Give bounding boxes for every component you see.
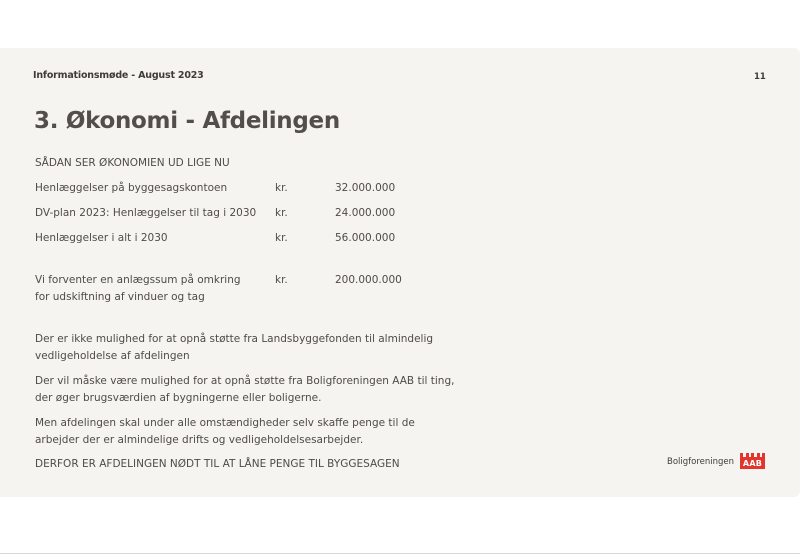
row-amount: 24.000.000: [335, 207, 396, 219]
row-label: Vi forventer en anlægssum på omkring: [35, 274, 241, 286]
aab-logo-icon: [740, 453, 765, 470]
paragraph: Men afdelingen skal under alle omstændigheder selv skaffe penge til de arbejder der er almindelige drifts og vedligeholdelsesarbejder.: [35, 417, 415, 446]
section-heading: SÅDAN SER ØKONOMIEN UD LIGE NU: [35, 157, 230, 169]
row-amount: 200.000.000: [335, 274, 402, 286]
row-label: Henlæggelser på byggesagskontoen: [35, 182, 228, 194]
row-unit: kr.: [275, 182, 288, 194]
row-label: DV-plan 2023: Henlæggelser til tag i 2030: [35, 207, 257, 219]
paragraph: Der er ikke mulighed for at opnå støtte fra Landsbyggefonden til almindelig vedligeholdelse af afdelingen: [35, 333, 434, 362]
row-unit: kr.: [275, 232, 288, 244]
conclusion-text: DERFOR ER AFDELINGEN NØDT TIL AT LÅNE PENGE TIL BYGGESAGEN: [35, 458, 400, 470]
row-unit: kr.: [275, 274, 288, 286]
slide-title: 3. Økonomi - Afdelingen: [34, 108, 340, 134]
row-unit: kr.: [275, 207, 288, 219]
brand-name: Boligforeningen: [667, 456, 735, 467]
logo-text: AAB: [740, 457, 765, 469]
paragraph: Der vil måske være mulighed for at opnå støtte fra Boligforeningen AAB til ting, der øger brugsværdien af bygningerne eller boligerne.: [35, 375, 455, 404]
header-title: Informationsmøde - August 2023: [33, 70, 204, 81]
row-amount: 56.000.000: [335, 232, 396, 244]
brand: [667, 453, 765, 470]
slide: [0, 48, 800, 497]
row-label: Henlæggelser i alt i 2030: [35, 232, 168, 244]
page-number: 11: [754, 72, 766, 82]
row-label-continued: for udskiftning af vinduer og tag: [35, 291, 205, 303]
bottom-divider: [0, 553, 800, 554]
row-amount: 32.000.000: [335, 182, 396, 194]
